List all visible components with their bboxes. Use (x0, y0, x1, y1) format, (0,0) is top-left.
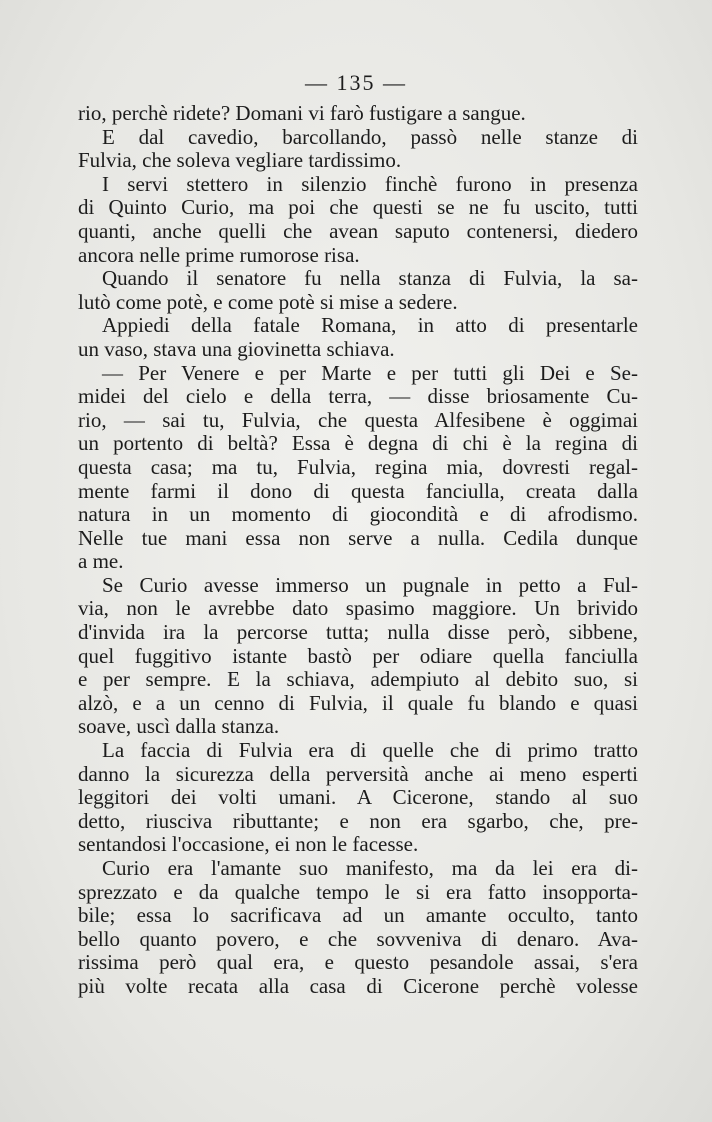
text-line: danno la sicurezza della perversità anche ai meno esperti (78, 761, 638, 786)
text-line: un portento di beltà? Essa è degna di chi è la regina di (78, 431, 638, 456)
text-line: midei del cielo e della terra, — disse briosamente Cu- (78, 384, 638, 409)
text-line: Curio era l'amante suo manifesto, ma da lei era di- (102, 856, 638, 880)
text-line: via, non le avrebbe dato spasimo maggiore. Un brivido (78, 596, 638, 621)
text-line: più volte recata alla casa di Cicerone perchè volesse (78, 973, 638, 998)
text-line: questa casa; ma tu, Fulvia, regina mia, dovresti regal- (78, 454, 638, 479)
text-line: rio, — sai tu, Fulvia, che questa Alfesibene è oggimai (78, 407, 638, 432)
text-line: a me. (78, 549, 124, 574)
page-number: — 135 — (305, 70, 407, 95)
text-line: sprezzato e da qualche tempo le si era fatto insopporta- (78, 879, 638, 904)
text-line: bello quanto povero, e che sovveniva di denaro. Ava- (78, 926, 638, 951)
text-line: ancora nelle prime rumorose risa. (78, 242, 360, 267)
text-line: sentandosi l'occasione, ei non le facesse. (78, 832, 419, 857)
text-line: Se Curio avesse immerso un pugnale in petto a Ful- (102, 572, 638, 597)
text-line: bile; essa lo sacrificava ad un amante occulto, tanto (78, 903, 638, 928)
text-line: detto, riusciva ributtante; e non era sgarbo, che, pre- (78, 808, 638, 833)
text-line: E dal cavedio, barcollando, passò nelle stanze di (102, 124, 638, 149)
text-line: d'invida ira la percorse tutta; nulla disse però, sibbene, (78, 620, 638, 645)
text-line: Nelle tue mani essa non serve a nulla. Cedila dunque (78, 525, 638, 550)
text-line: Quando il senatore fu nella stanza di Fulvia, la sa- (102, 266, 638, 291)
text-line: I servi stettero in silenzio finchè furono in presenza (102, 171, 638, 196)
text-line: Appiedi della fatale Romana, in atto di presentarle (102, 313, 638, 338)
text-line: natura in un momento di giocondità e di afrodismo. (78, 502, 638, 527)
text-line: di Quinto Curio, ma poi che questi se ne fu uscito, tutti (78, 195, 638, 220)
text-line: mente farmi il dono di questa fanciulla, creata dalla (78, 478, 638, 503)
text-line: leggitori dei volti umani. A Cicerone, stando al suo (78, 785, 638, 810)
body-text (78, 102, 638, 999)
text-line: alzò, e a un cenno di Fulvia, il quale fu blando e quasi (78, 690, 638, 715)
text-line: Fulvia, che soleva vegliare tardissimo. (78, 148, 402, 173)
text-line: un vaso, stava una giovinetta schiava. (78, 336, 395, 361)
text-line: quanti, anche quelli che avean saputo contenersi, diedero (78, 218, 638, 243)
text-line: e per sempre. E la schiava, adempiuto al debito suo, si (78, 667, 638, 692)
text-line: quel fuggitivo istante bastò per odiare quella fanciulla (78, 643, 638, 668)
text-line: rio, perchè ridete? Domani vi farò fustigare a sangue. (78, 101, 526, 125)
text-line: — Per Venere e per Marte e per tutti gli Dei e Se- (102, 360, 638, 385)
text-line: rissima però qual era, e questo pesandole assai, s'era (78, 950, 638, 975)
text-line: La faccia di Fulvia era di quelle che di primo tratto (102, 738, 638, 763)
text-line: soave, uscì dalla stanza. (78, 714, 280, 739)
text-line: lutò come potè, e come potè si mise a sedere. (78, 289, 458, 314)
